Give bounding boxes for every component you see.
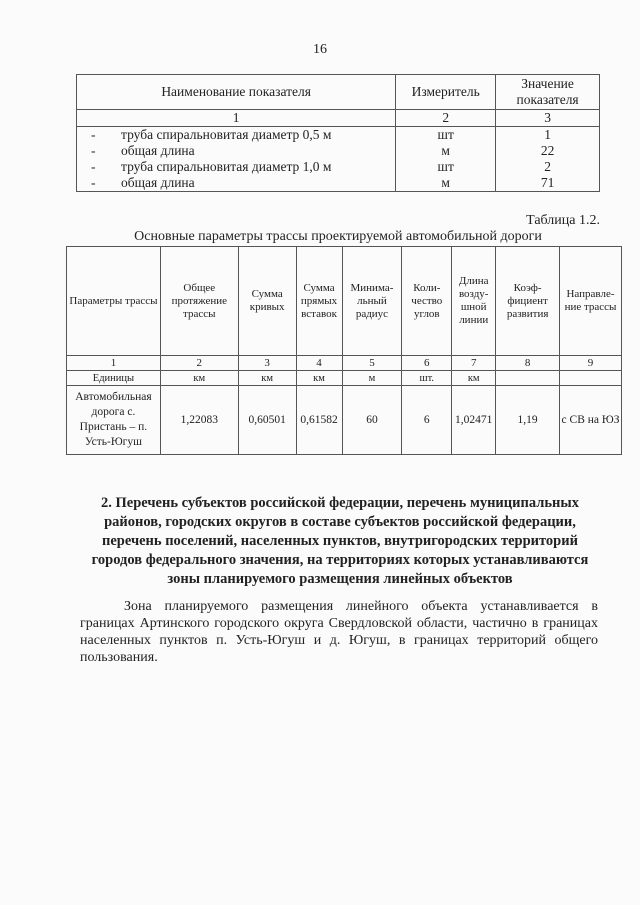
column-header: Длина возду-шной линии — [452, 247, 496, 356]
column-number-row — [77, 110, 600, 127]
column-number: 9 — [560, 356, 622, 371]
row-value: 2 — [496, 159, 600, 175]
column-header: Минима-льный радиус — [342, 247, 402, 356]
body-paragraph: Зона планируемого размещения линейного объекта устанавливается в границах Артинского городского округа Свердловской области, частично в границах населенных пунктов п. Усть-Югуш и д. Югуш, в границах территорий общего пользования. — [80, 599, 598, 665]
row-name: труба спиральновитая диаметр 0,5 м — [121, 127, 332, 142]
table-row — [67, 386, 622, 455]
column-header: Измеритель — [396, 75, 496, 110]
data-cell: 0,61582 — [296, 386, 342, 455]
page-number: 16 — [313, 42, 327, 57]
column-number: 4 — [296, 356, 342, 371]
column-header: Сумма прямых вставок — [296, 247, 342, 356]
units-row — [67, 371, 622, 386]
list-marker: - — [91, 159, 96, 174]
column-number: 3 — [238, 356, 296, 371]
row-value: 71 — [496, 175, 600, 192]
table-row — [77, 127, 600, 144]
row-name: общая длина — [121, 143, 195, 158]
unit-cell: км — [296, 371, 342, 386]
unit-cell: м — [342, 371, 402, 386]
row-unit: шт — [396, 159, 496, 175]
row-value: 1 — [496, 127, 600, 144]
row-unit: шт — [396, 127, 496, 144]
unit-cell: Единицы — [67, 371, 161, 386]
list-marker: - — [91, 127, 96, 142]
data-cell: с СВ на ЮЗ — [560, 386, 622, 455]
unit-cell — [496, 371, 560, 386]
table-header-row — [67, 247, 622, 356]
row-unit: м — [396, 143, 496, 159]
row-name-cell — [77, 175, 396, 192]
data-cell: Автомобильная дорога с. Пристань – п. Усть-Югуш — [67, 386, 161, 455]
column-number: 5 — [342, 356, 402, 371]
table-row — [77, 175, 600, 192]
table-title: Основные параметры трассы проектируемой автомобильной дороги — [134, 229, 542, 244]
data-cell: 1,02471 — [452, 386, 496, 455]
section-heading: 2. Перечень субъектов российской федерации, перечень муниципальных районов, городских округов в составе субъектов российской федерации, перечень поселений, населенных пунктов, внутригородских территорий городов федерального значения, на территориях которых устанавливаются зоны планируемого размещения линейных объектов — [91, 495, 589, 587]
materials-table — [76, 74, 600, 192]
column-number: 1 — [67, 356, 161, 371]
list-marker: - — [91, 175, 96, 190]
column-header: Направле-ние трассы — [560, 247, 622, 356]
data-cell: 6 — [402, 386, 452, 455]
column-header: Значение показателя — [496, 75, 600, 110]
column-number-row — [67, 356, 622, 371]
column-number: 2 — [160, 356, 238, 371]
column-header: Общее протяжение трассы — [160, 247, 238, 356]
row-name-cell — [77, 127, 396, 144]
column-header: Коэф-фициент развития — [496, 247, 560, 356]
column-header: Коли-чество углов — [402, 247, 452, 356]
column-number: 1 — [77, 110, 396, 127]
column-number: 7 — [452, 356, 496, 371]
unit-cell: км — [160, 371, 238, 386]
unit-cell: шт. — [402, 371, 452, 386]
row-value: 22 — [496, 143, 600, 159]
list-marker: - — [91, 143, 96, 158]
column-header: Наименование показателя — [77, 75, 396, 110]
row-name: труба спиральновитая диаметр 1,0 м — [121, 159, 332, 174]
column-number: 8 — [496, 356, 560, 371]
column-number: 2 — [396, 110, 496, 127]
unit-cell — [560, 371, 622, 386]
data-cell: 1,22083 — [160, 386, 238, 455]
unit-cell: км — [452, 371, 496, 386]
data-cell: 0,60501 — [238, 386, 296, 455]
unit-cell: км — [238, 371, 296, 386]
row-name-cell — [77, 143, 396, 159]
table-label: Таблица 1.2. — [526, 213, 600, 228]
row-name-cell — [77, 159, 396, 175]
data-cell: 1,19 — [496, 386, 560, 455]
table-header-row — [77, 75, 600, 110]
table-row — [77, 159, 600, 175]
column-header: Сумма кривых — [238, 247, 296, 356]
row-unit: м — [396, 175, 496, 192]
column-number: 6 — [402, 356, 452, 371]
row-name: общая длина — [121, 175, 195, 190]
column-header: Параметры трассы — [67, 247, 161, 356]
column-number: 3 — [496, 110, 600, 127]
data-cell: 60 — [342, 386, 402, 455]
route-parameters-table — [66, 246, 622, 455]
table-row — [77, 143, 600, 159]
